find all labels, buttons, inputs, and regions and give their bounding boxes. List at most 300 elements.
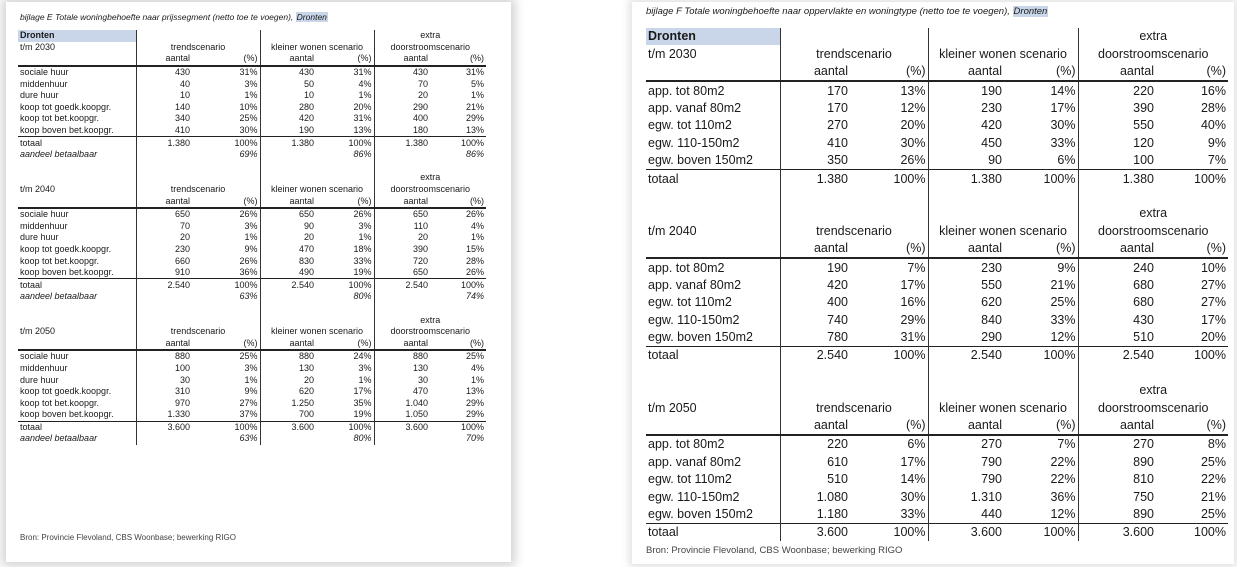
cell-value: 100	[1078, 152, 1156, 170]
table-row	[18, 386, 486, 398]
total-row	[18, 421, 486, 433]
col-aantal: aantal	[374, 337, 430, 350]
blank-cell	[18, 161, 136, 173]
bijlage-e-caption	[20, 12, 328, 22]
cell-value: 190	[260, 125, 316, 137]
betaalbaar-value: 80%	[353, 291, 372, 302]
cell-value: 190	[780, 258, 850, 276]
cell-value: 1%	[358, 374, 372, 385]
blank-cell	[374, 433, 430, 445]
col-pct: (%)	[243, 195, 258, 206]
cell-value: 1.050	[374, 409, 430, 421]
cell-value: 30%	[239, 125, 258, 136]
cell-value: 26%	[239, 255, 258, 266]
cell-value: 27%	[239, 397, 258, 408]
total-row	[646, 523, 1228, 541]
row-label: egw. 110-150m2	[648, 312, 740, 327]
header-row-2	[646, 222, 1228, 239]
total-value: 100%	[850, 523, 928, 541]
row-label: middenhuur	[20, 78, 68, 89]
header-row-3	[18, 195, 486, 208]
header-row-3	[646, 240, 1228, 258]
cell-value: 10%	[1156, 258, 1228, 276]
scenario-1-title: trendscenario	[780, 45, 928, 62]
table-row	[18, 374, 486, 386]
cell-value: 1%	[470, 374, 484, 385]
cell-value: 550	[1078, 117, 1156, 134]
table-row	[646, 453, 1228, 470]
betaalbaar-value: 86%	[465, 149, 484, 160]
blank-cell	[780, 382, 850, 399]
total-value: 1.380	[374, 137, 430, 149]
total-value: 100%	[192, 279, 260, 291]
row-label: koop tot goedk.koopgr.	[20, 101, 112, 112]
col-aantal: aantal	[374, 195, 430, 208]
cell-value: 880	[136, 350, 192, 363]
blank-cell	[780, 188, 850, 205]
cell-value: 400	[374, 113, 430, 125]
blank-cell	[192, 303, 260, 315]
header-row-1	[646, 205, 1228, 222]
cell-value: 30	[136, 374, 192, 386]
total-value: 100%	[1156, 347, 1228, 365]
scenario-2-title: kleiner wonen scenario	[260, 184, 374, 196]
cell-value: 24%	[316, 350, 374, 363]
cell-value: 1.040	[374, 397, 430, 409]
blank-cell	[850, 364, 928, 381]
cell-value: 14%	[1004, 81, 1078, 99]
table-row	[18, 267, 486, 279]
header-row-1	[646, 382, 1228, 399]
cell-value: 790	[928, 453, 1004, 470]
blank-cell	[1004, 382, 1078, 399]
cell-value: 22%	[1050, 454, 1076, 469]
col-pct: (%)	[906, 64, 926, 79]
blank-cell	[316, 303, 374, 315]
row-label: koop boven bet.koopgr.	[20, 409, 114, 420]
col-pct: (%)	[1056, 64, 1076, 79]
cell-value: 620	[928, 294, 1004, 311]
col-aantal: aantal	[374, 53, 430, 66]
cell-value: 290	[928, 329, 1004, 347]
table-row	[646, 329, 1228, 347]
blank-cell	[192, 314, 260, 326]
cell-value: 40%	[1200, 118, 1226, 133]
cell-value: 220	[780, 435, 850, 453]
blank-cell	[374, 303, 430, 315]
total-value: 100%	[192, 137, 260, 149]
table-row	[18, 208, 486, 221]
total-label: totaal	[18, 421, 136, 433]
col-pct: (%)	[357, 53, 372, 64]
blank-cell	[928, 382, 1004, 399]
cell-value: 620	[260, 386, 316, 398]
cell-value: 40	[136, 78, 192, 90]
cell-value: 5%	[470, 78, 484, 89]
row-label: dure huur	[20, 374, 59, 385]
cell-value: 27%	[1200, 295, 1226, 310]
cell-value: 26%	[465, 267, 484, 278]
col-aantal: aantal	[928, 417, 1004, 435]
betaalbaar-label: aandeel betaalbaar	[20, 433, 98, 444]
table-row	[18, 255, 486, 267]
cell-value: 10	[260, 90, 316, 102]
blank-cell	[850, 382, 928, 399]
blank-cell	[374, 291, 430, 303]
cell-value: 28%	[1200, 101, 1226, 115]
cell-value: 720	[374, 255, 430, 267]
cell-value: 110	[374, 221, 430, 233]
cell-value: 4%	[358, 78, 372, 89]
row-label: koop boven bet.koopgr.	[20, 267, 114, 278]
betaalbaar-value: 69%	[239, 149, 258, 160]
row-label: koop tot bet.koopgr.	[20, 255, 100, 266]
period-label: t/m 2040	[648, 223, 697, 238]
cell-value: 880	[374, 350, 430, 363]
cell-value: 650	[136, 208, 192, 221]
cell-value: 130	[374, 363, 430, 375]
col-pct: (%)	[1206, 64, 1226, 79]
cell-value: 17%	[353, 386, 372, 397]
cell-value: 21%	[1050, 277, 1076, 292]
cell-value: 430	[1078, 311, 1156, 328]
scenario-2-title: kleiner wonen scenario	[260, 326, 374, 338]
cell-value: 26%	[192, 208, 260, 221]
blank-cell	[850, 28, 928, 45]
blank-cell	[136, 172, 192, 184]
col-pct: (%)	[906, 418, 926, 433]
total-value: 3.600	[136, 421, 192, 433]
cell-value: 90	[260, 221, 316, 233]
cell-value: 29%	[465, 113, 484, 124]
cell-value: 1.330	[136, 409, 192, 421]
cell-value: 29%	[465, 397, 484, 408]
total-value: 2.540	[374, 279, 430, 291]
row-label: dure huur	[20, 90, 59, 101]
scenario-3-line1: extra	[374, 30, 486, 42]
cell-value: 21%	[465, 101, 484, 112]
header-row-3	[646, 63, 1228, 81]
cell-value: 3%	[358, 362, 372, 373]
table-row	[646, 117, 1228, 134]
cell-value: 9%	[244, 243, 258, 254]
total-row	[18, 137, 486, 149]
betaalbaar-value: 74%	[465, 291, 484, 302]
blank-cell	[136, 30, 192, 42]
bijlage-f-panel	[636, 4, 1232, 562]
cell-value: 12%	[1050, 506, 1076, 521]
cell-value: 3%	[244, 220, 258, 231]
period-label: t/m 2040	[20, 184, 56, 195]
cell-value: 190	[928, 81, 1004, 99]
row-label: sociale huur	[18, 66, 136, 79]
total-row	[646, 347, 1228, 365]
scenario-1-title: trendscenario	[136, 326, 260, 338]
scenario-2-title: kleiner wonen scenario	[928, 222, 1078, 239]
cell-value: 20%	[1200, 330, 1226, 345]
cell-value: 22%	[1200, 472, 1226, 487]
total-value: 100%	[850, 170, 928, 188]
cell-value: 17%	[900, 454, 926, 469]
cell-value: 1%	[470, 90, 484, 101]
cell-value: 17%	[1200, 312, 1226, 327]
blank-cell	[260, 303, 316, 315]
scenario-3-line1: extra	[1078, 28, 1228, 45]
row-label: koop tot goedk.koopgr.	[20, 386, 112, 397]
caption-text: bijlage E Totale woningbehoefte naar prijssegment (netto toe te voegen),	[20, 12, 294, 22]
table-row	[18, 363, 486, 375]
blank-cell	[430, 303, 486, 315]
scenario-1-title: trendscenario	[136, 42, 260, 54]
row-label: egw. tot 110m2	[648, 295, 732, 310]
scenario-3-title: doorstroomscenario	[374, 326, 486, 338]
col-aantal: aantal	[928, 63, 1004, 81]
blank-cell	[1078, 188, 1156, 205]
total-value: 3.600	[374, 421, 430, 433]
cell-value: 9%	[244, 386, 258, 397]
table-row	[646, 134, 1228, 151]
blank-cell	[1078, 364, 1156, 381]
total-label: totaal	[646, 170, 780, 188]
cell-value: 18%	[353, 243, 372, 254]
cell-value: 17%	[900, 277, 926, 292]
cell-value: 1%	[244, 90, 258, 101]
blank-cell	[18, 303, 136, 315]
cell-value: 1%	[244, 232, 258, 243]
total-value: 100%	[430, 421, 486, 433]
cell-value: 6%	[1057, 153, 1076, 168]
cell-value: 15%	[465, 243, 484, 254]
cell-value: 880	[260, 350, 316, 363]
source-note: Bron: Provincie Flevoland, CBS Woonbase; bewerking RIGO	[20, 533, 236, 542]
betaalbaar-value: 80%	[353, 433, 372, 444]
cell-value: 35%	[353, 397, 372, 408]
cell-value: 350	[780, 152, 850, 170]
col-aantal: aantal	[260, 337, 316, 350]
table-surface-type	[646, 28, 1228, 541]
total-value: 1.380	[780, 170, 850, 188]
cell-value: 120	[1078, 134, 1156, 151]
scenario-2-title: kleiner wonen scenario	[260, 42, 374, 54]
table-row	[18, 90, 486, 102]
blank-cell	[928, 364, 1004, 381]
blank-cell	[646, 188, 780, 205]
blank-cell	[430, 161, 486, 173]
cell-value: 36%	[1050, 489, 1076, 504]
blank-cell	[646, 63, 780, 81]
cell-value: 30	[374, 374, 430, 386]
total-value: 100%	[1004, 170, 1078, 188]
blank-cell	[260, 172, 316, 184]
cell-value: 7%	[1207, 153, 1226, 168]
total-value: 3.600	[1078, 523, 1156, 541]
cell-value: 840	[928, 311, 1004, 328]
total-value: 2.540	[1078, 347, 1156, 365]
cell-value: 90	[928, 152, 1004, 170]
cell-value: 3%	[244, 78, 258, 89]
blank-cell	[850, 205, 928, 222]
place-label: Dronten	[646, 28, 780, 45]
cell-value: 1%	[244, 374, 258, 385]
cell-value: 3%	[358, 220, 372, 231]
cell-value: 1.250	[260, 397, 316, 409]
cell-value: 650	[374, 208, 430, 221]
table-row	[646, 152, 1228, 170]
col-pct: (%)	[1206, 241, 1226, 256]
cell-value: 240	[1078, 258, 1156, 276]
total-value: 1.380	[260, 137, 316, 149]
blank-cell	[646, 417, 780, 435]
cell-value: 510	[1078, 329, 1156, 347]
header-row-3	[18, 337, 486, 350]
total-value: 1.380	[1078, 170, 1156, 188]
cell-value: 970	[136, 397, 192, 409]
row-label: egw. boven 150m2	[648, 330, 753, 345]
row-label: koop tot bet.koopgr.	[20, 113, 100, 124]
cell-value: 390	[1078, 100, 1156, 117]
cell-value: 410	[136, 125, 192, 137]
betaalbaar-row	[18, 149, 486, 161]
cell-value: 13%	[850, 81, 928, 99]
blank-cell	[850, 188, 928, 205]
total-label: totaal	[646, 523, 780, 541]
cell-value: 4%	[470, 220, 484, 231]
header-row-2	[646, 399, 1228, 416]
cell-value: 430	[374, 66, 430, 79]
row-label: app. tot 80m2	[646, 435, 780, 453]
cell-value: 650	[260, 208, 316, 221]
blank-cell	[1004, 188, 1078, 205]
cell-value: 1%	[358, 90, 372, 101]
period-label: t/m 2030	[20, 41, 56, 52]
cell-value: 22%	[1050, 472, 1076, 487]
total-value: 1.380	[928, 170, 1004, 188]
cell-value: 680	[1078, 276, 1156, 293]
cell-value: 8%	[1156, 435, 1228, 453]
cell-value: 220	[1078, 81, 1156, 99]
blank-cell	[136, 161, 192, 173]
blank-cell	[316, 161, 374, 173]
bijlage-f-caption	[646, 6, 1048, 17]
cell-value: 790	[928, 471, 1004, 488]
cell-value: 550	[928, 276, 1004, 293]
cell-value: 390	[374, 244, 430, 256]
cell-value: 650	[374, 267, 430, 279]
blank-cell	[260, 161, 316, 173]
spacer-row	[18, 161, 486, 173]
header-row-1	[18, 30, 486, 42]
cell-value: 25%	[192, 350, 260, 363]
cell-value: 170	[780, 81, 850, 99]
blank-cell	[260, 433, 316, 445]
col-pct: (%)	[1206, 418, 1226, 433]
total-label: totaal	[646, 347, 780, 365]
cell-value: 20	[136, 232, 192, 244]
blank-cell	[374, 149, 430, 161]
col-pct: (%)	[470, 195, 484, 206]
cell-value: 10	[136, 90, 192, 102]
total-value: 3.600	[260, 421, 316, 433]
cell-value: 33%	[1050, 135, 1076, 150]
cell-value: 1%	[358, 232, 372, 243]
row-label: app. vanaf 80m2	[648, 277, 742, 292]
scenario-1-title: trendscenario	[136, 184, 260, 196]
cell-value: 70	[374, 78, 430, 90]
col-pct: (%)	[906, 241, 926, 256]
cell-value: 230	[928, 258, 1004, 276]
cell-value: 430	[136, 66, 192, 79]
betaalbaar-row	[18, 291, 486, 303]
blank-cell	[316, 30, 374, 42]
blank-cell	[780, 364, 850, 381]
spacer-cell	[646, 382, 780, 399]
blank-cell	[192, 161, 260, 173]
cell-value: 31%	[192, 66, 260, 79]
cell-value: 21%	[1200, 489, 1226, 504]
col-pct: (%)	[1056, 241, 1076, 256]
scenario-3-title: doorstroomscenario	[1078, 222, 1228, 239]
spacer-row	[18, 303, 486, 315]
cell-value: 27%	[1200, 277, 1226, 292]
cell-value: 13%	[465, 125, 484, 136]
betaalbaar-label: aandeel betaalbaar	[20, 291, 98, 302]
cell-value: 30%	[900, 135, 926, 150]
cell-value: 31%	[430, 66, 486, 79]
scenario-3-title: doorstroomscenario	[1078, 399, 1228, 416]
total-value: 3.600	[780, 523, 850, 541]
table-row	[18, 125, 486, 137]
total-value: 100%	[850, 347, 928, 365]
cell-value: 440	[928, 506, 1004, 524]
col-pct: (%)	[1056, 418, 1076, 433]
table-row	[18, 244, 486, 256]
cell-value: 14%	[900, 472, 926, 487]
betaalbaar-value: 63%	[239, 433, 258, 444]
table-row	[18, 221, 486, 233]
cell-value: 130	[260, 363, 316, 375]
blank-cell	[18, 337, 136, 350]
cell-value: 25%	[1200, 454, 1226, 469]
table-row	[646, 276, 1228, 293]
betaalbaar-label: aandeel betaalbaar	[20, 149, 98, 160]
table-row	[646, 81, 1228, 99]
cell-value: 19%	[353, 267, 372, 278]
cell-value: 6%	[850, 435, 928, 453]
header-row-2	[18, 326, 486, 338]
cell-value: 1.310	[928, 488, 1004, 505]
spacer-cell	[18, 172, 136, 184]
blank-cell	[260, 149, 316, 161]
row-label: middenhuur	[20, 362, 68, 373]
row-label: dure huur	[20, 232, 59, 243]
cell-value: 20%	[900, 118, 926, 133]
blank-cell	[1004, 364, 1078, 381]
col-aantal: aantal	[1078, 417, 1156, 435]
cell-value: 16%	[900, 295, 926, 310]
row-label: egw. tot 110m2	[648, 472, 732, 487]
total-value: 100%	[1156, 523, 1228, 541]
total-value: 100%	[430, 137, 486, 149]
cell-value: 400	[780, 294, 850, 311]
table-row	[646, 506, 1228, 524]
col-pct: (%)	[357, 195, 372, 206]
cell-value: 25%	[1200, 506, 1226, 521]
source-note: Bron: Provincie Flevoland, CBS Woonbase; bewerking RIGO	[646, 545, 903, 556]
scenario-3-line1: extra	[374, 314, 486, 326]
cell-value: 830	[260, 255, 316, 267]
col-pct: (%)	[357, 337, 372, 348]
caption-place: Dronten	[1013, 6, 1048, 17]
